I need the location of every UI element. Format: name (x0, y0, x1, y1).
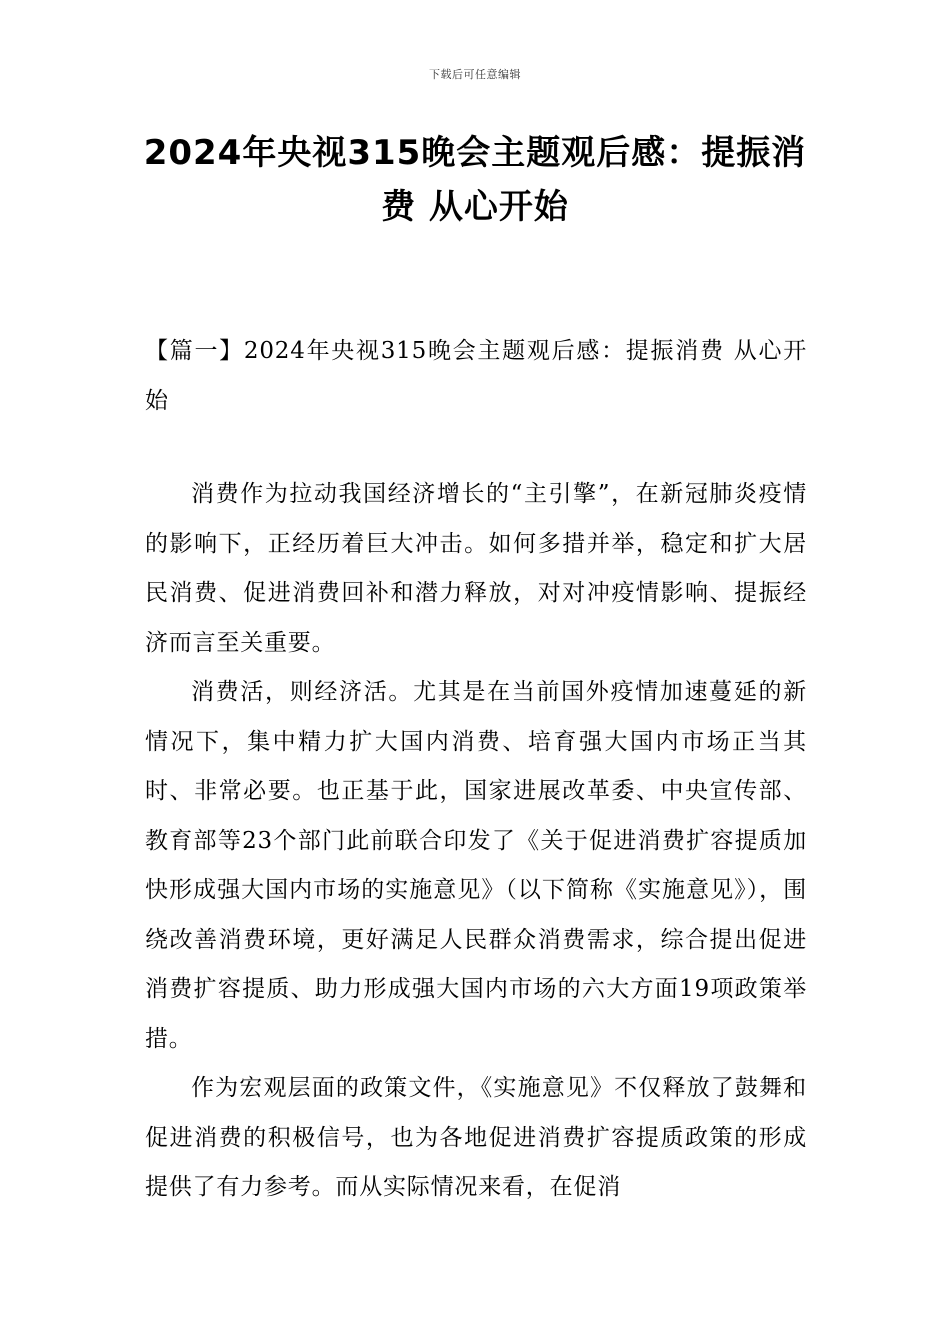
document-title (130, 126, 820, 234)
document-title-line-2: 费 从心开始 (381, 187, 569, 227)
paragraph-1: 消费作为拉动我国经济增长的“主引擎”，在新冠肺炎疫情的影响下，正经历着巨大冲击。如何多措并举，稳定和扩大居民消费、促进消费回补和潜力释放，对对冲疫情影响、提振经济而言至关重要。 (145, 481, 807, 656)
section-heading: 【篇一】2024年央视315晚会主题观后感：提振消费 从心开始 (145, 338, 807, 414)
paragraph-2: 消费活，则经济活。尤其是在当前国外疫情加速蔓延的新情况下，集中精力扩大国内消费、培育强大国内市场正当其时、非常必要。也正基于此，国家进展改革委、中央宣传部、教育部等23个部门此前联合印发了《关于促进消费扩容提质加快形成强大国内市场的实施意见》（以下简称《实施意见》），围绕改善消费环境，更好满足人民群众消费需求，综合提出促进消费扩容提质、助力形成强大国内市场的六大方面19项政策举措。 (145, 679, 807, 1052)
document-title-line-1: 2024年央视315晚会主题观后感：提振消 (143, 133, 807, 173)
header-note: 下载后可任意编辑 (429, 68, 521, 81)
paragraph-3: 作为宏观层面的政策文件，《实施意见》不仅释放了鼓舞和促进消费的积极信号，也为各地促进消费扩容提质政策的形成提供了有力参考。而从实际情况来看，在促消 (145, 1075, 807, 1200)
article-body (145, 470, 807, 1213)
